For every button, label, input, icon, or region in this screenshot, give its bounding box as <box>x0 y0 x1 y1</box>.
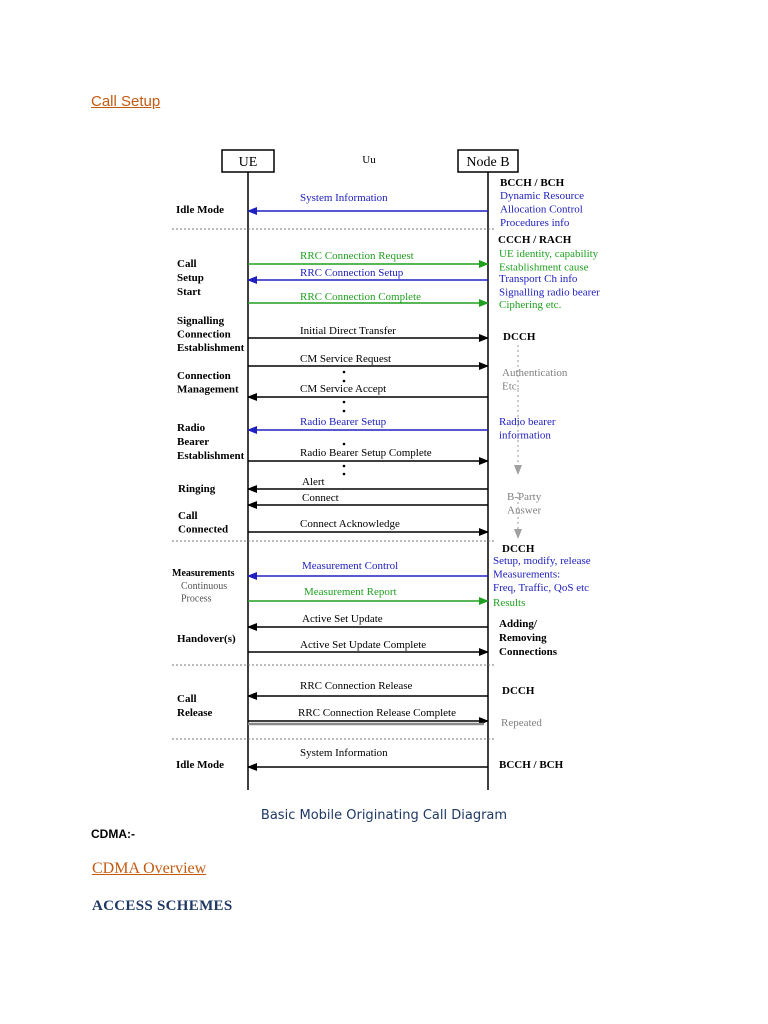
ellipsis-dot <box>343 371 346 374</box>
channel-note: Setup, modify, release Measurements: Freq, Traffic, QoS etc <box>493 555 591 594</box>
ellipsis-dot <box>343 401 346 404</box>
channel-note: CCCH / RACH <box>498 234 572 246</box>
message-label: Connect <box>302 492 339 504</box>
message-label: RRC Connection Setup <box>300 267 404 279</box>
channel-note: BCCH / BCH <box>500 177 565 189</box>
channel-note: BCCH / BCH <box>499 759 564 771</box>
phase-label: Call Release <box>177 693 213 719</box>
call-setup-heading[interactable]: Call Setup <box>91 93 161 110</box>
ellipsis-dot <box>343 443 346 446</box>
channel-note: B-Party Answer <box>507 491 542 517</box>
message-label: RRC Connection Release <box>300 680 413 692</box>
message-arrows <box>248 192 488 767</box>
message-label: System Information <box>300 747 388 759</box>
channel-note: DCCH <box>502 543 535 555</box>
message-label: RRC Connection Release Complete <box>298 707 456 719</box>
ue-label: UE <box>238 155 258 170</box>
message-label: Measurement Report <box>304 586 397 598</box>
phase-label: Handover(s) <box>177 633 236 645</box>
message-label: Measurement Control <box>302 560 399 572</box>
message-label: CM Service Accept <box>300 383 387 395</box>
channel-note: Results <box>493 597 526 609</box>
channel-note: Ciphering etc. <box>499 299 562 311</box>
ellipsis-dot <box>343 380 346 383</box>
phase-label: Measurements <box>172 568 235 579</box>
phase-label: Call Setup Start <box>177 258 204 298</box>
phase-label: Continuous Process <box>181 581 228 605</box>
channel-note: Dynamic Resource Allocation Control Procedures info <box>500 190 584 229</box>
access-schemes-heading: ACCESS SCHEMES <box>92 898 233 914</box>
message-label: Active Set Update Complete <box>300 639 427 651</box>
phase-label: Radio Bearer Establishment <box>177 422 245 462</box>
ellipsis-dot <box>343 465 346 468</box>
message-label: RRC Connection Request <box>300 250 414 262</box>
ellipsis-dot <box>343 473 346 476</box>
diagram-caption: Basic Mobile Originating Call Diagram <box>260 808 508 823</box>
phase-label: Connection Management <box>177 370 239 396</box>
message-label: RRC Connection Complete <box>300 291 421 303</box>
channel-note: UE identity, capability Establishment cause <box>499 248 599 274</box>
channel-note: Authentication Etc. <box>502 367 568 393</box>
channel-note: DCCH <box>502 685 535 697</box>
message-label: Radio Bearer Setup <box>300 416 387 428</box>
message-label: Alert <box>302 476 325 488</box>
message-label: Radio Bearer Setup Complete <box>300 447 432 459</box>
message-label: System Information <box>300 192 388 204</box>
message-label: Connect Acknowledge <box>300 518 400 530</box>
phase-label: Ringing <box>178 483 216 495</box>
channel-note: Transport Ch info Signalling radio bearer <box>499 273 600 299</box>
message-label: Active Set Update <box>302 613 383 625</box>
channel-note: DCCH <box>503 331 536 343</box>
cdma-overview-link[interactable]: CDMA Overview <box>92 860 207 877</box>
uu-interface-label: Uu <box>362 154 376 166</box>
phase-labels <box>172 204 245 771</box>
channel-note: Repeated <box>501 717 542 729</box>
phase-label: Idle Mode <box>176 759 224 771</box>
cdma-label: CDMA:- <box>91 827 135 841</box>
channel-note: Adding/ Removing Connections <box>499 618 558 658</box>
message-label: Initial Direct Transfer <box>300 325 396 337</box>
ellipsis-dot <box>343 410 346 413</box>
channel-notes <box>493 177 600 771</box>
phase-label: Signalling Connection Establishment <box>177 315 245 354</box>
phase-label: Call Connected <box>178 510 229 536</box>
phase-label: Idle Mode <box>176 204 224 216</box>
node-b-label: Node B <box>466 155 510 170</box>
channel-note: Radio bearer information <box>499 416 556 442</box>
message-label: CM Service Request <box>300 353 392 365</box>
